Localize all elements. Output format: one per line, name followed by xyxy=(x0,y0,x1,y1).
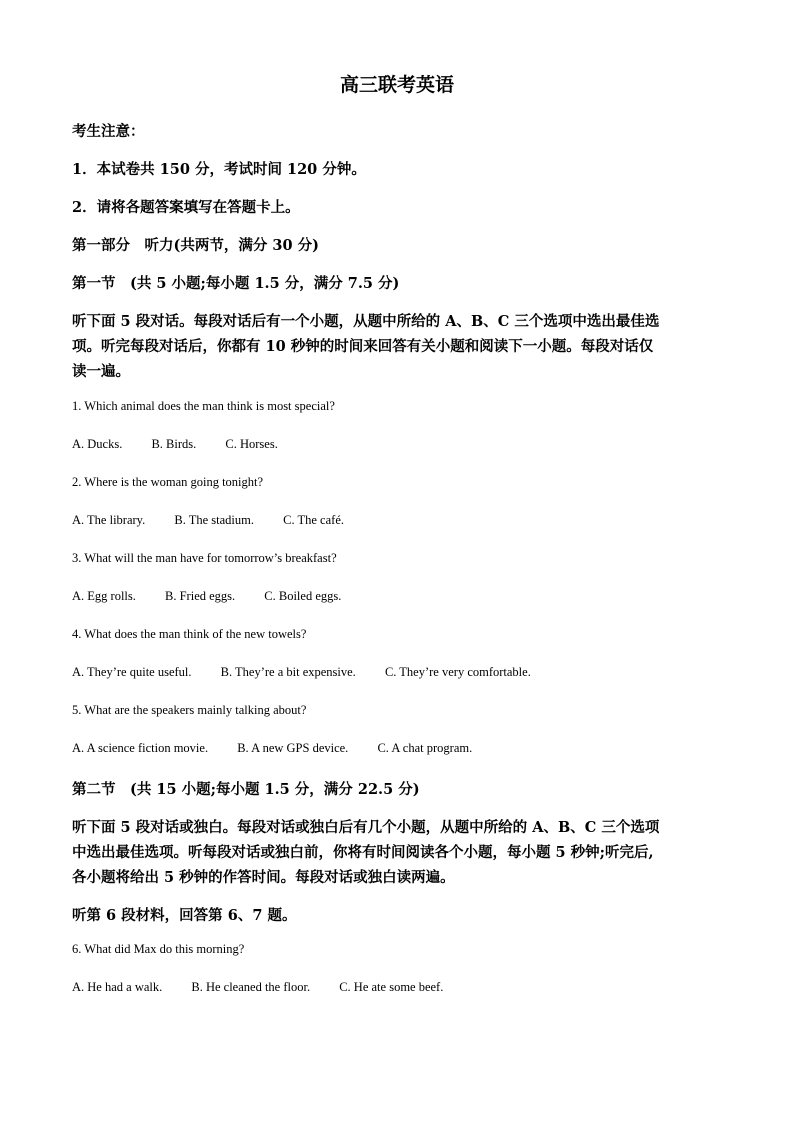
option-a[interactable]: A. The library. xyxy=(72,513,146,527)
question-options xyxy=(72,513,344,528)
option-c[interactable]: C. The café. xyxy=(283,513,344,527)
material-heading: 听第 6 段材料，回答第 6、7 题。 xyxy=(72,907,297,924)
option-a[interactable]: A. They’re quite useful. xyxy=(72,665,192,679)
section2-title: 第二节 (共 15 小题;每小题 1.5 分，满分 22.5 分) xyxy=(72,781,420,798)
option-b[interactable]: B. Birds. xyxy=(151,437,197,451)
section1-title: 第一节 (共 5 小题;每小题 1.5 分，满分 7.5 分) xyxy=(72,275,400,292)
notice-heading: 考生注意： xyxy=(72,123,145,140)
section2-instruction-line: 听下面 5 段对话或独白。每段对话或独白后有几个小题，从题中所给的 A、B、C 三个选项 xyxy=(72,819,660,836)
notice-item: 1．本试卷共 150 分，考试时间 120 分钟。 xyxy=(72,161,366,178)
option-a[interactable]: A. Egg rolls. xyxy=(72,589,136,603)
question-text: 6. What did Max do this morning? xyxy=(72,942,245,956)
question-text: 5. What are the speakers mainly talking about? xyxy=(72,703,307,717)
option-a[interactable]: A. Ducks. xyxy=(72,437,123,451)
question-text: 3. What will the man have for tomorrow’s breakfast? xyxy=(72,551,337,565)
option-c[interactable]: C. Boiled eggs. xyxy=(264,589,342,603)
section1-instruction-line: 项。听完每段对话后，你都有 10 秒钟的时间来回答有关小题和阅读下一小题。每段对话仅 xyxy=(72,338,654,355)
question-options xyxy=(72,741,472,756)
notice-item: 2．请将各题答案填写在答题卡上。 xyxy=(72,199,300,216)
question-options xyxy=(72,665,531,680)
option-b[interactable]: B. They’re a bit expensive. xyxy=(220,665,356,679)
question-options xyxy=(72,980,443,995)
question-options xyxy=(72,437,278,452)
question-text: 2. Where is the woman going tonight? xyxy=(72,475,264,489)
option-a[interactable]: A. A science fiction movie. xyxy=(72,741,209,755)
page-title: 高三联考英语 xyxy=(339,74,454,96)
question-options xyxy=(72,589,341,604)
option-c[interactable]: C. A chat program. xyxy=(377,741,473,755)
option-b[interactable]: B. A new GPS device. xyxy=(237,741,349,755)
section1-instruction-line: 读一遍。 xyxy=(72,363,130,380)
question-text: 4. What does the man think of the new towels? xyxy=(72,627,307,641)
section2-instruction-line: 中选出最佳选项。听每段对话或独白前，你将有时间阅读各个小题，每小题 5 秒钟;听完后, xyxy=(72,844,654,861)
section1-instruction-line: 听下面 5 段对话。每段对话后有一个小题，从题中所给的 A、B、C 三个选项中选出最佳选 xyxy=(72,313,660,330)
option-c[interactable]: C. They’re very comfortable. xyxy=(384,665,531,679)
section2-instruction-line: 各小题将给出 5 秒钟的作答时间。每段对话或独白读两遍。 xyxy=(72,869,455,886)
option-b[interactable]: B. The stadium. xyxy=(174,513,255,527)
option-b[interactable]: B. He cleaned the floor. xyxy=(191,980,311,994)
option-c[interactable]: C. Horses. xyxy=(225,437,278,451)
option-c[interactable]: C. He ate some beef. xyxy=(339,980,444,994)
part1-title: 第一部分 听力(共两节，满分 30 分) xyxy=(72,237,319,254)
option-b[interactable]: B. Fried eggs. xyxy=(165,589,236,603)
question-text: 1. Which animal does the man think is most special? xyxy=(72,399,335,413)
option-a[interactable]: A. He had a walk. xyxy=(72,980,163,994)
